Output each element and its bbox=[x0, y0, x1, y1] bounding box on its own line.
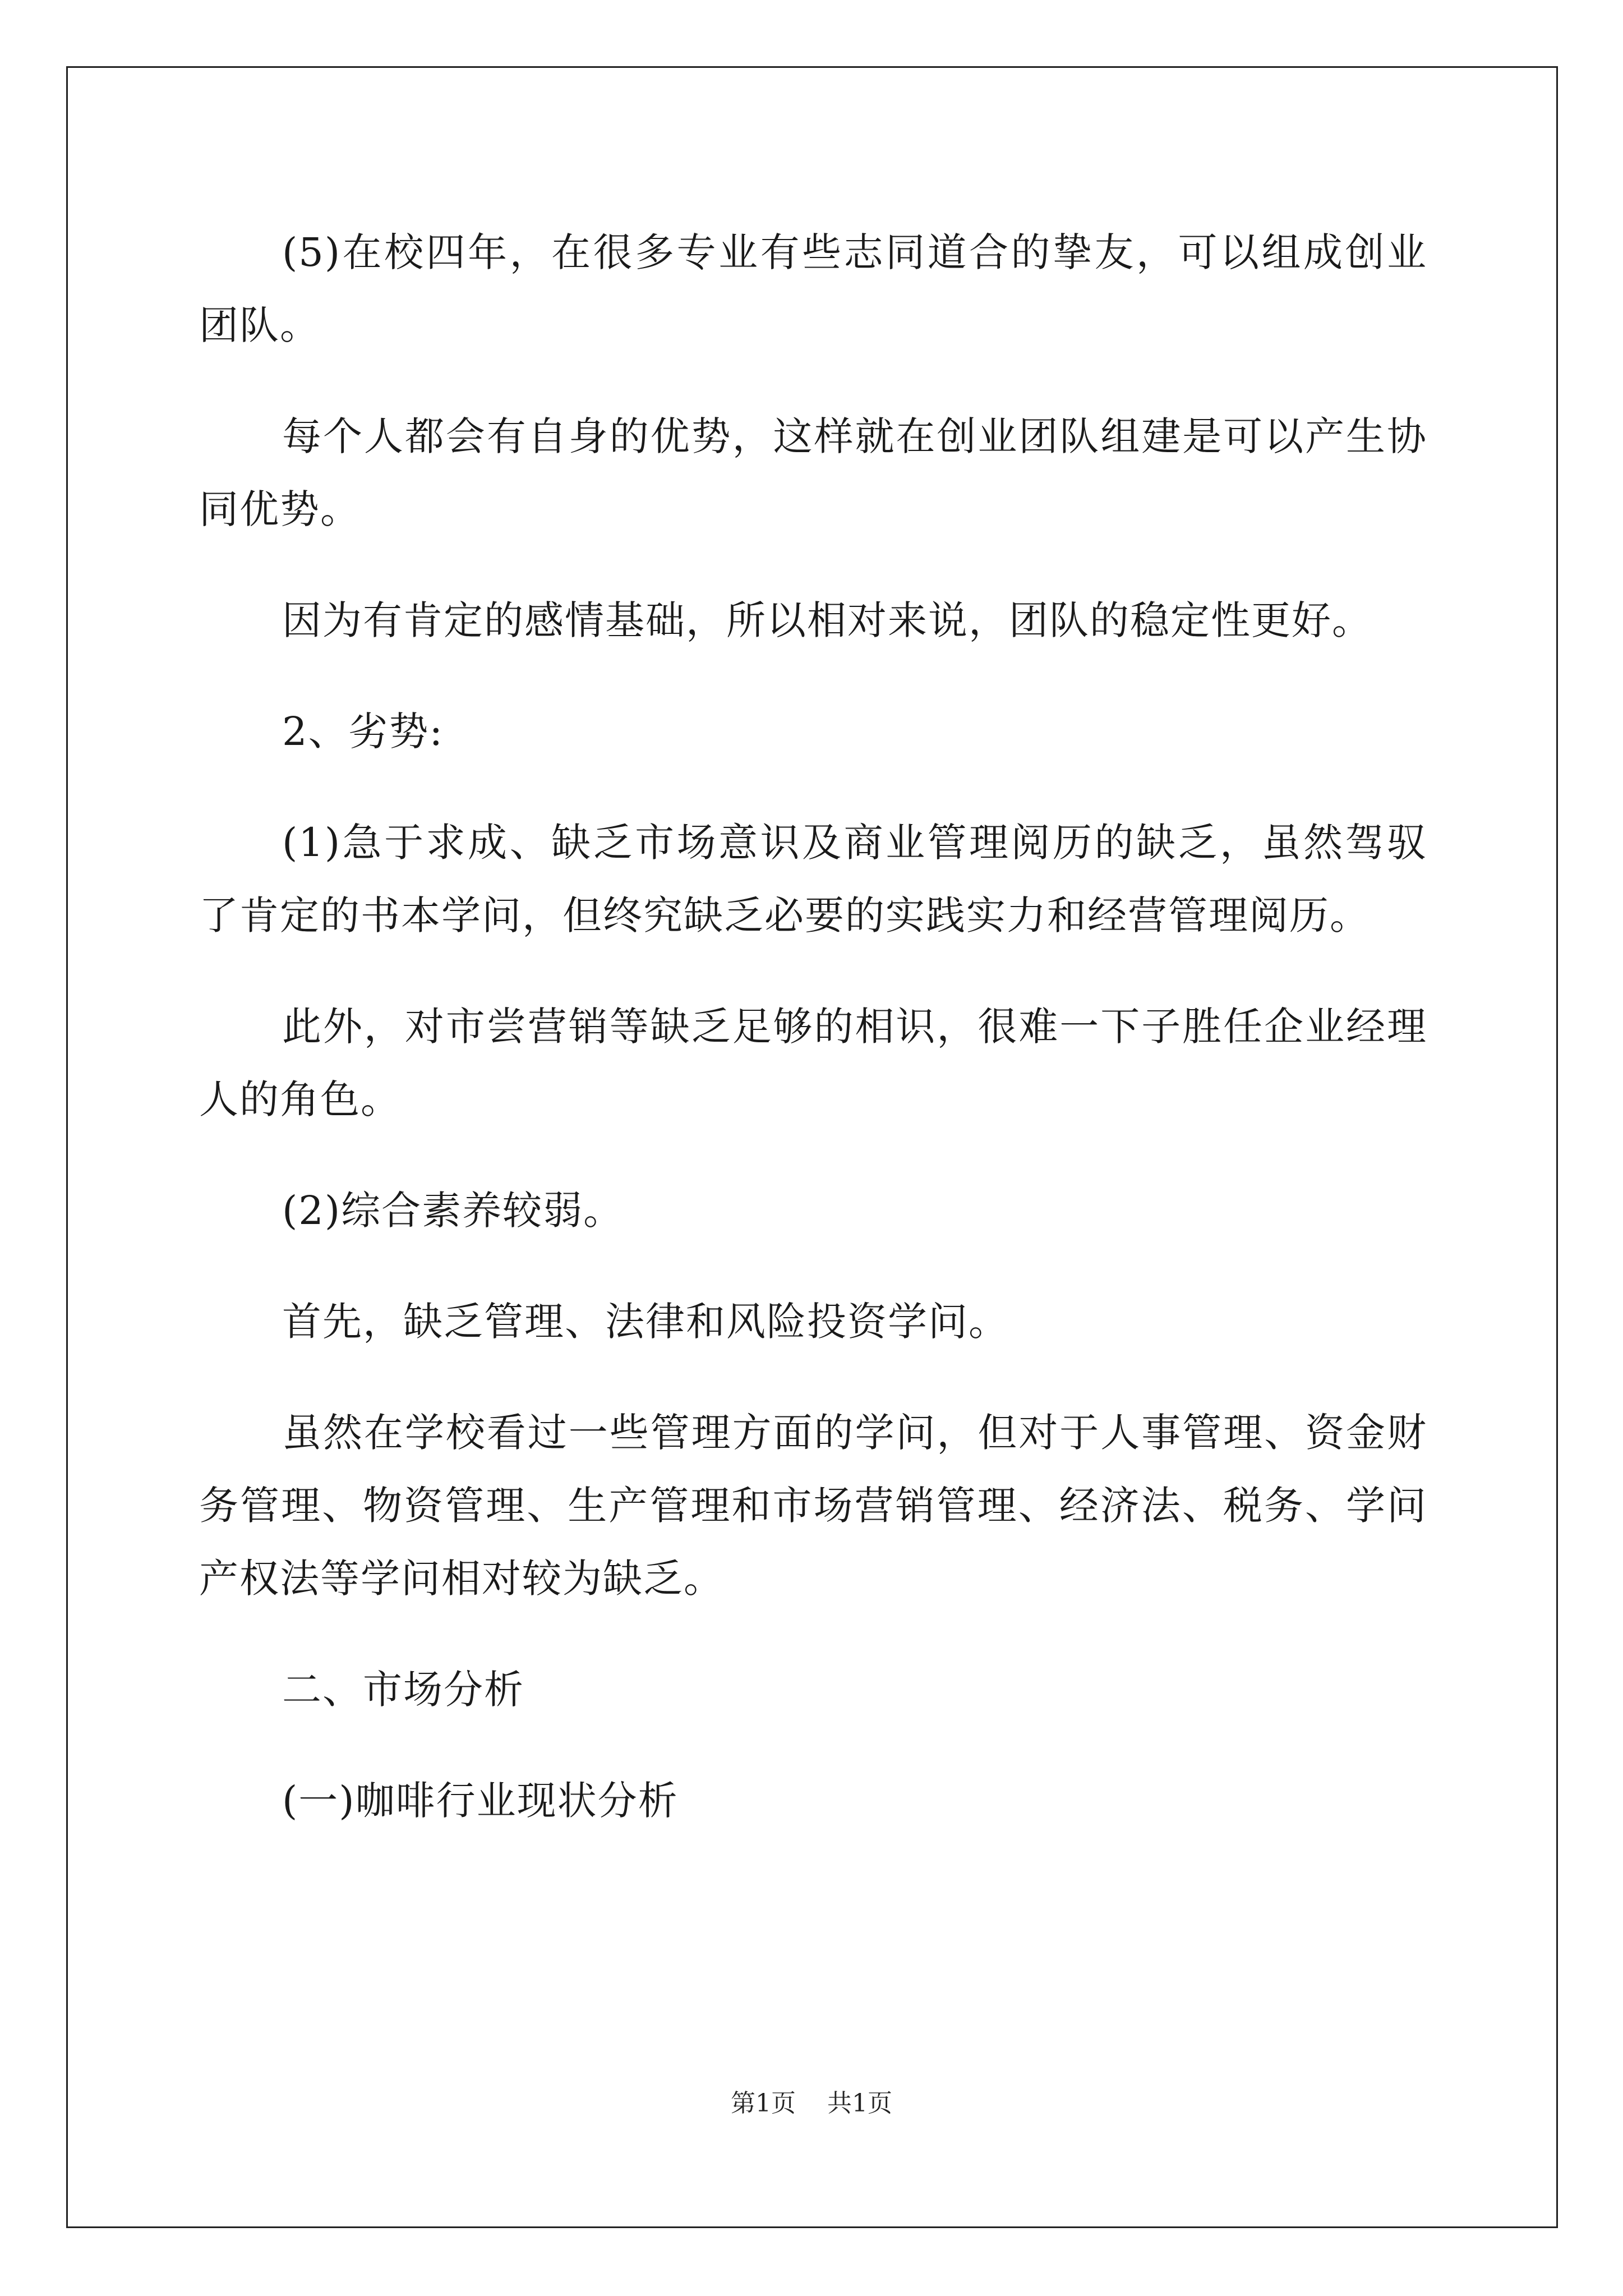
page-total: 共1页 bbox=[827, 2089, 892, 2118]
paragraph: (1)急于求成、缺乏市场意识及商业管理阅历的缺乏，虽然驾驭了肯定的书本学问，但终究缺乏必要的实践实力和经营管理阅历。 bbox=[199, 820, 1427, 938]
paragraph: 因为有肯定的感情基础，所以相对来说，团队的稳定性更好。 bbox=[282, 597, 1372, 643]
paragraph: (2)综合素养较弱。 bbox=[282, 1188, 624, 1234]
page-number: 第1页 bbox=[731, 2089, 796, 2118]
subsection-heading: (一)咖啡行业现状分析 bbox=[282, 1778, 679, 1824]
page-footer bbox=[0, 2088, 1623, 2119]
document-body bbox=[199, 216, 1427, 1875]
paragraph: 此外，对市尝营销等缺乏足够的相识，很难一下子胜任企业经理人的角色。 bbox=[199, 1004, 1427, 1122]
section-heading: 二、市场分析 bbox=[282, 1667, 524, 1713]
paragraph: 首先，缺乏管理、法律和风险投资学问。 bbox=[282, 1299, 1009, 1345]
paragraph: 每个人都会有自身的优势，这样就在创业团队组建是可以产生协同优势。 bbox=[199, 413, 1427, 532]
section-heading: 2、劣势: bbox=[282, 708, 444, 754]
paragraph: (5)在校四年，在很多专业有些志同道合的挚友，可以组成创业团队。 bbox=[199, 229, 1427, 348]
paragraph: 虽然在学校看过一些管理方面的学问，但对于人事管理、资金财务管理、物资管理、生产管理和市场营销管理、经济法、税务、学问产权法等学问相对较为缺乏。 bbox=[199, 1410, 1427, 1602]
